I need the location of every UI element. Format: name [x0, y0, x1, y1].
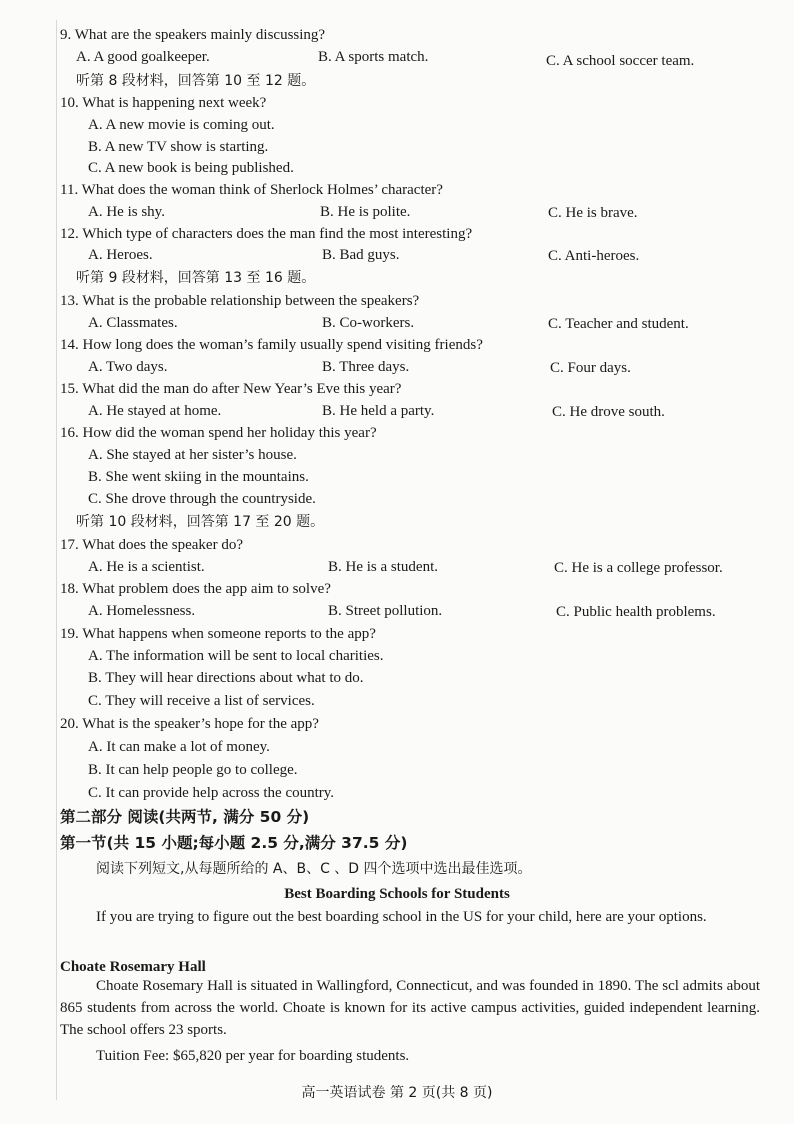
option-15b: B. He held a party.	[322, 403, 435, 419]
option-15c: C. He drove south.	[552, 404, 665, 420]
option-20b: B. It can help people go to college.	[88, 762, 298, 778]
part-two-heading: 第二部分 阅读(共两节, 满分 50 分)	[60, 808, 310, 826]
option-18a: A. Homelessness.	[88, 603, 196, 619]
option-18b: B. Street pollution.	[328, 603, 443, 619]
option-11a: A. He is shy.	[88, 204, 165, 220]
question-9: 9. What are the speakers mainly discussing?	[60, 27, 326, 43]
option-13c: C. Teacher and student.	[548, 316, 689, 332]
question-19: 19. What happens when someone reports to the app?	[60, 626, 376, 642]
option-17b: B. He is a student.	[328, 559, 438, 575]
option-15a: A. He stayed at home.	[88, 403, 222, 419]
option-18c: C. Public health problems.	[556, 604, 716, 620]
question-10: 10. What is happening next week?	[60, 95, 267, 111]
school-name-heading: Choate Rosemary Hall	[60, 959, 206, 975]
option-14a: A. Two days.	[88, 359, 168, 375]
listening-instruction: 听第 10 段材料，回答第 17 至 20 题。	[76, 514, 325, 530]
option-14b: B. Three days.	[322, 359, 410, 375]
option-19b: B. They will hear directions about what to do.	[88, 670, 364, 686]
reading-directions: 阅读下列短文,从每题所给的 A、B、C 、D 四个选项中选出最佳选项。	[96, 861, 532, 877]
option-16b: B. She went skiing in the mountains.	[88, 469, 309, 485]
option-17a: A. He is a scientist.	[88, 559, 205, 575]
option-11b: B. He is polite.	[320, 204, 411, 220]
option-9a: A. A good goalkeeper.	[76, 49, 210, 65]
option-10a: A. A new movie is coming out.	[88, 117, 275, 133]
passage-intro: If you are trying to figure out the best boarding school in the US for your child, here are your options.	[96, 909, 707, 925]
option-16a: A. She stayed at her sister’s house.	[88, 447, 297, 463]
question-17: 17. What does the speaker do?	[60, 537, 243, 553]
page-footer: 高一英语试卷 第 2 页(共 8 页)	[301, 1085, 493, 1101]
question-15: 15. What did the man do after New Year’s Eve this year?	[60, 381, 402, 397]
question-16: 16. How did the woman spend her holiday this year?	[60, 425, 377, 441]
option-12a: A. Heroes.	[88, 247, 153, 263]
option-16c: C. She drove through the countryside.	[88, 491, 316, 507]
option-13b: B. Co-workers.	[322, 315, 415, 331]
option-12c: C. Anti-heroes.	[548, 248, 640, 264]
binding-margin	[56, 20, 57, 1100]
option-12b: B. Bad guys.	[322, 247, 400, 263]
option-10c: C. A new book is being published.	[88, 160, 294, 176]
question-18: 18. What problem does the app aim to solve?	[60, 581, 331, 597]
school-description: Choate Rosemary Hall is situated in Wallingford, Connecticut, and was founded in 1890. The scl admits about 865 students from across the world. Choate is known for its active campus activities, guided independent learning. The school offers 23 sports.	[60, 978, 760, 1038]
passage-title: Best Boarding Schools for Students	[284, 886, 510, 902]
question-20: 20. What is the speaker’s hope for the app?	[60, 716, 319, 732]
option-19a: A. The information will be sent to local charities.	[88, 648, 384, 664]
question-11: 11. What does the woman think of Sherlock Holmes’ character?	[60, 182, 443, 198]
section-one-heading: 第一节(共 15 小题;每小题 2.5 分,满分 37.5 分)	[60, 834, 408, 852]
question-14: 14. How long does the woman’s family usually spend visiting friends?	[60, 337, 483, 353]
option-13a: A. Classmates.	[88, 315, 178, 331]
listening-instruction: 听第 9 段材料，回答第 13 至 16 题。	[76, 270, 316, 286]
option-11c: C. He is brave.	[548, 205, 638, 221]
option-9c: C. A school soccer team.	[546, 53, 695, 69]
option-20c: C. It can provide help across the country.	[88, 785, 335, 801]
option-19c: C. They will receive a list of services.	[88, 693, 315, 709]
option-17c: C. He is a college professor.	[554, 560, 723, 576]
option-9b: B. A sports match.	[318, 49, 429, 65]
question-12: 12. Which type of characters does the man find the most interesting?	[60, 226, 473, 242]
option-14c: C. Four days.	[550, 360, 631, 376]
listening-instruction: 听第 8 段材料，回答第 10 至 12 题。	[76, 73, 316, 89]
option-10b: B. A new TV show is starting.	[88, 139, 269, 155]
tuition-fee: Tuition Fee: $65,820 per year for boarding students.	[96, 1048, 410, 1064]
question-13: 13. What is the probable relationship between the speakers?	[60, 293, 420, 309]
option-20a: A. It can make a lot of money.	[88, 739, 270, 755]
